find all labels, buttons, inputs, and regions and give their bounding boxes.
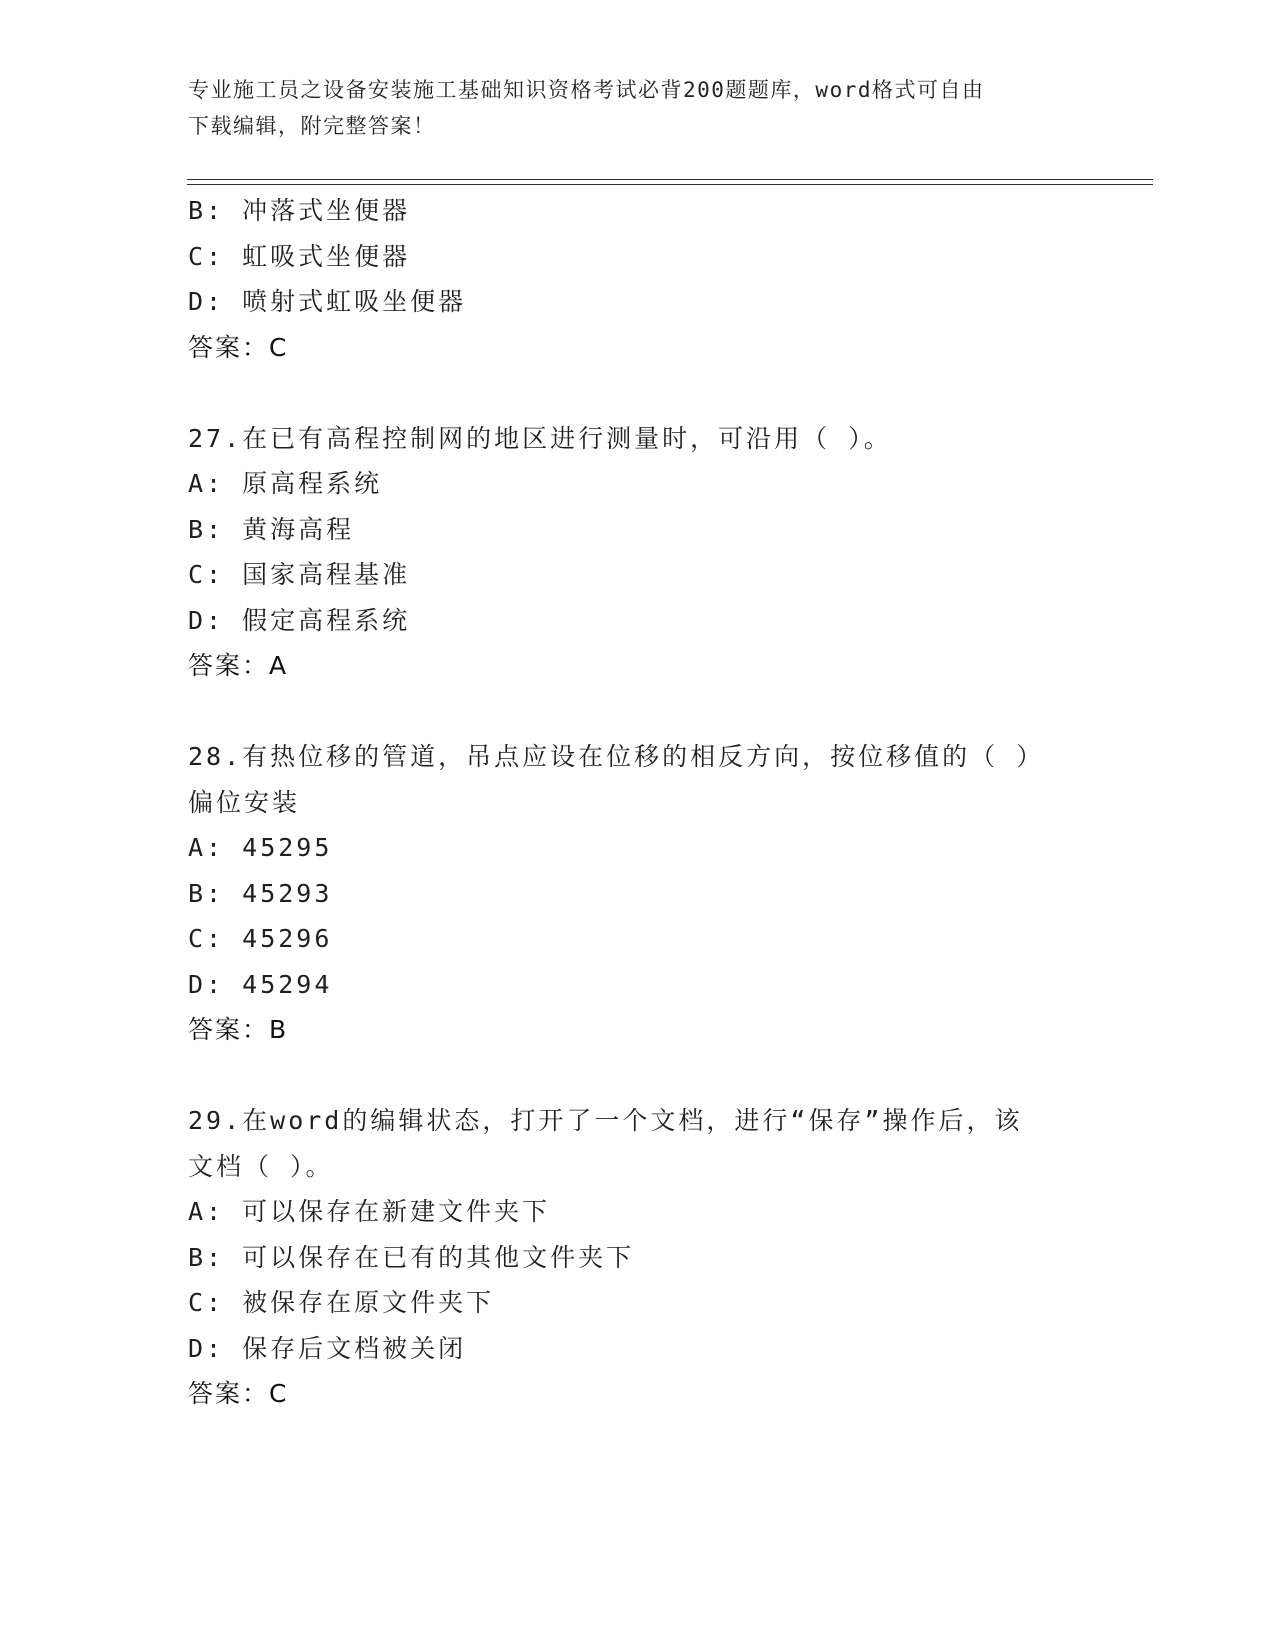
answer: 答案：B (188, 1015, 289, 1044)
question-28 (188, 734, 1088, 1053)
answer: 答案：C (188, 1379, 289, 1408)
question-stem-line-1: 29.在word的编辑状态，打开了一个文档，进行“保存”操作后，该 (188, 1106, 1023, 1135)
header-divider-bottom (187, 184, 1153, 185)
option-b: B: 冲落式坐便器 (188, 196, 411, 225)
question-29 (188, 1098, 1088, 1417)
option-c: C: 国家高程基准 (188, 560, 411, 589)
answer: 答案：A (188, 651, 289, 680)
option-b: B: 45293 (188, 878, 333, 908)
question-stem-line-2: 文档（ ）。 (188, 1151, 334, 1181)
option-b: B: 黄海高程 (188, 514, 355, 544)
question-stem-line-1: 28.有热位移的管道，吊点应设在位移的相反方向，按位移值的（ ） (188, 742, 1045, 771)
option-b: B: 可以保存在已有的其他文件夹下 (188, 1242, 635, 1272)
answer: 答案：C (188, 332, 289, 362)
option-d: D: 保存后文档被关闭 (188, 1333, 467, 1363)
option-a: A: 45295 (188, 833, 333, 862)
option-d: D: 假定高程系统 (188, 605, 411, 635)
question-list (188, 188, 1088, 1417)
header-line-2: 下载编辑，附完整答案！ (188, 114, 436, 138)
question-stem-line-2: 偏位安装 (188, 787, 301, 817)
option-a: A: 可以保存在新建文件夹下 (188, 1197, 551, 1226)
option-c: C: 45296 (188, 924, 333, 953)
spacer (188, 1053, 1088, 1099)
document-header (188, 72, 1068, 144)
spacer (188, 689, 1088, 735)
header-divider-top (187, 179, 1153, 180)
option-c: C: 被保存在原文件夹下 (188, 1288, 495, 1317)
header-line-1: 专业施工员之设备安装施工基础知识资格考试必背200题题库，word格式可自由 (188, 78, 985, 102)
question-27 (188, 416, 1088, 689)
option-d: D: 喷射式虹吸坐便器 (188, 287, 467, 316)
question-26-tail (188, 188, 1088, 370)
spacer (188, 370, 1088, 416)
option-d: D: 45294 (188, 969, 333, 999)
option-c: C: 虹吸式坐便器 (188, 241, 411, 271)
question-stem: 27.在已有高程控制网的地区进行测量时，可沿用（ ）。 (188, 423, 892, 453)
option-a: A: 原高程系统 (188, 469, 383, 498)
